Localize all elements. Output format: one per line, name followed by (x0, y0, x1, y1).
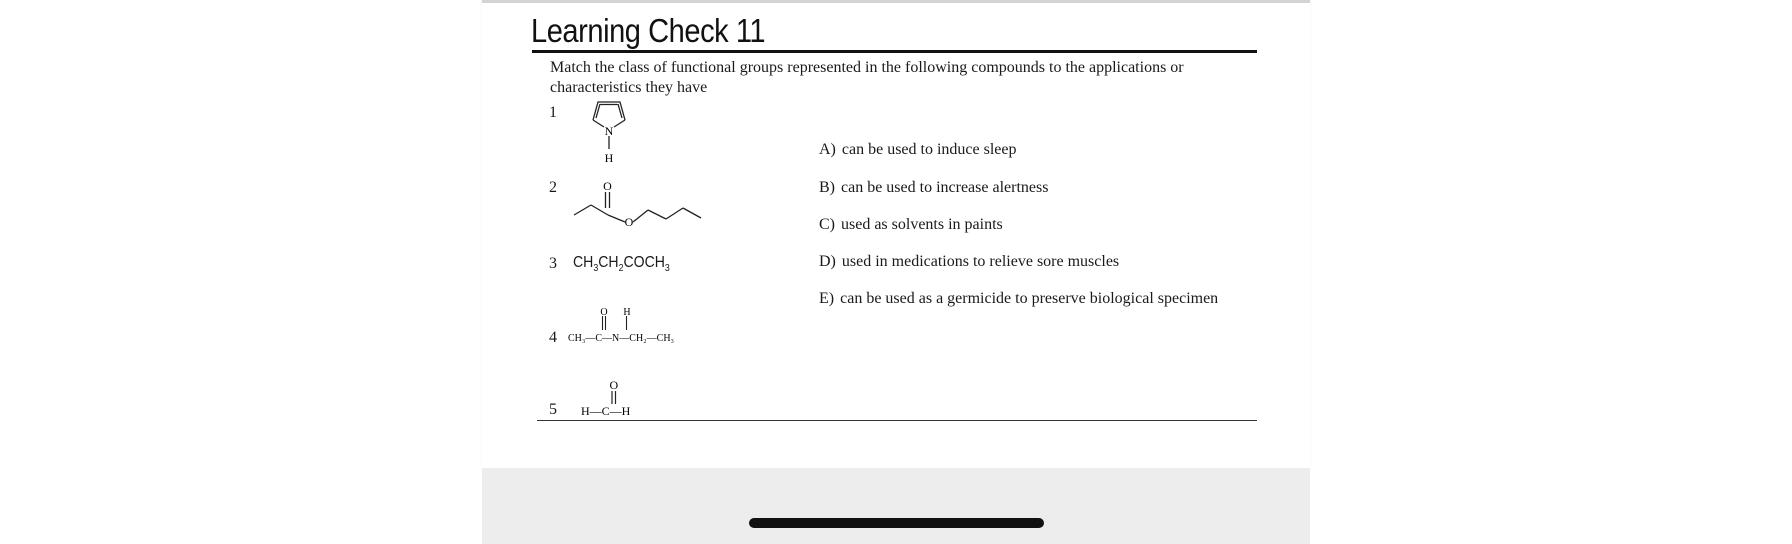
option-b-text: can be used to increase alertness (841, 179, 1049, 196)
option-e-text: can be used as a germicide to preserve biological specimen (840, 290, 1219, 307)
compound-1-number: 1 (549, 104, 557, 121)
option-c-text: used as solvents in paints (841, 216, 1003, 233)
compound-4-number: 4 (549, 329, 557, 346)
option-b-letter: B) (819, 179, 835, 196)
compound-2-ester-o-label: O (624, 215, 634, 229)
home-indicator-bar[interactable] (749, 518, 1044, 528)
compound-2-ester-structure (570, 178, 705, 230)
compound-4-amide-structure (566, 306, 711, 346)
compound-3-sub-1: 3 (593, 263, 599, 275)
compound-4-main-chain: CH₃—C—N—CH₂—CH₃ (568, 333, 675, 344)
compound-3-sub-3: 3 (664, 263, 670, 275)
page-title: Learning Check 11 (531, 12, 766, 49)
instructions-text: Match the class of functional groups represented in the following compounds to the applications or characteristics they have (550, 59, 1184, 96)
option-a (819, 141, 1017, 159)
compound-4-o-label: O (600, 307, 608, 318)
compound-1-pyrrole-structure (585, 96, 635, 168)
option-e (819, 290, 1218, 308)
background-gray-area (482, 468, 1310, 544)
compound-3-condensed-formula (573, 254, 670, 274)
option-b (819, 179, 1048, 197)
title-underline (532, 50, 1257, 53)
compound-3-part-3: COCH (623, 254, 665, 271)
compound-1-n-label: N (604, 124, 614, 138)
compound-4-h-label: H (623, 307, 631, 318)
option-a-text: can be used to induce sleep (841, 141, 1017, 158)
compound-3-number: 3 (549, 255, 557, 272)
option-c-letter: C) (819, 216, 835, 233)
bottom-rule (537, 420, 1257, 421)
compound-3-sub-2: 2 (618, 263, 624, 275)
compound-2-carbonyl-o-label: O (603, 179, 612, 193)
option-d (819, 253, 1119, 271)
compound-5-o-label: O (609, 378, 619, 392)
option-a-letter: A) (819, 141, 836, 158)
compound-3-part-2: CH (598, 254, 619, 271)
compound-1-h-label: H (604, 151, 614, 165)
compound-2-number: 2 (549, 179, 557, 196)
compound-5-main-chain: H—C—H (581, 404, 631, 418)
option-d-letter: D) (819, 253, 836, 270)
option-d-text: used in medications to relieve sore muscles (841, 253, 1120, 270)
compound-5-formaldehyde-structure (578, 375, 658, 419)
option-c (819, 216, 1003, 234)
compound-3-part-1: CH (573, 254, 594, 271)
option-e-letter: E) (819, 290, 835, 307)
compound-5-number: 5 (549, 401, 557, 418)
